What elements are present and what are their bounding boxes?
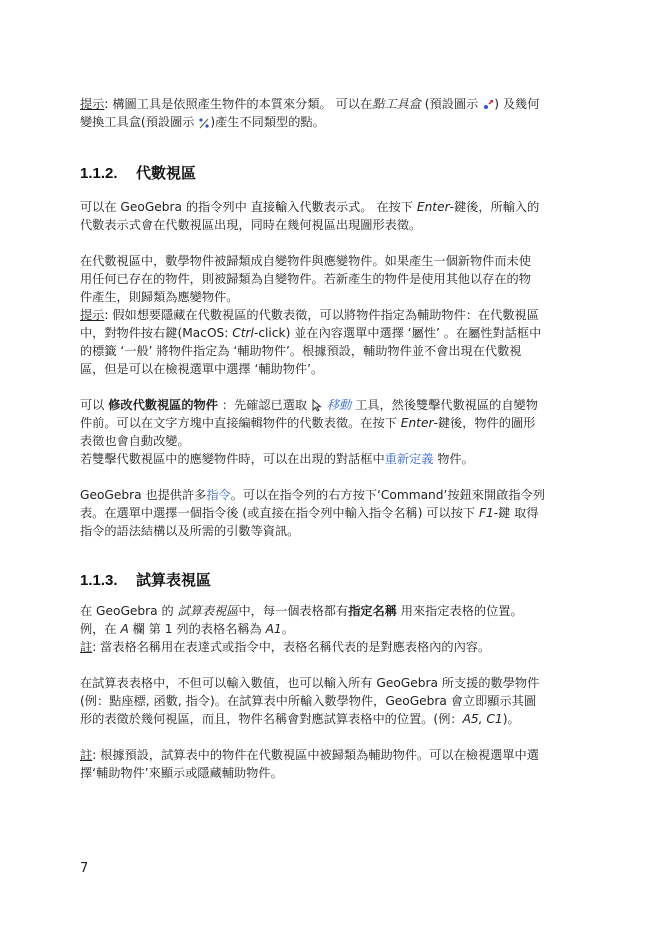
move-tool-icon [311, 399, 323, 412]
note-label: 註 [80, 640, 93, 654]
direct-input-term: 直接輸入代數表示式 [250, 200, 361, 214]
tip-label: 提示 [80, 308, 105, 322]
note-label: 註 [80, 748, 93, 762]
cell-name-term: 指定名稱 [348, 604, 397, 618]
section-heading-spreadsheet-view: 1.1.3. 試算表視區 [80, 572, 212, 589]
point-tool-icon [482, 99, 494, 111]
tip-label: 提示 [80, 97, 105, 111]
commands-link[interactable]: 指令 [206, 488, 231, 502]
move-tool-link[interactable]: 移動 [326, 398, 352, 412]
algebra-paragraph-objects: 在代數視區中，數學物件被歸類成自變物件與應變物件。如果產生一個新物件而未使 用任何已存在的物件，則被歸類為自變物件。若新產生的物件是使用其他以存在的物 件產生，則歸類為應變物件。 提示: 假如想要隱藏在代數視區的代數表徵，可以將物件指定為輔助物件：在代數視區 中，對物件按右鍵(MacOS: Ctrl-click) 並在內容選單中選擇 ‘屬性’ 。在屬性對話框中 的標籤 ‘一般’ 將物件指定為 ‘輔助物件’。根據預設，輔助物件並不會出現在代數視 區，但是可以在檢視選單中選擇 ‘輔助物件’。 [80, 254, 542, 376]
point-toolbox-term: 點工具盒 [372, 97, 421, 111]
transform-tool-icon [198, 117, 210, 129]
section-heading-algebra-view: 1.1.2. 代數視區 [80, 165, 197, 182]
algebra-paragraph-modify: 可以 修改代數視區的物件 ：先確認已選取 移動 工具，然後雙擊代數視區的自變物 件前。可以在文字方塊中直接編輯物件的代數表徵。在按下 Enter-鍵後，物件的圖形 表徵也會自動改變。 若雙擊代數視區中的應變物件時，可以在出現的對話框中重新定義 物件。 [80, 398, 538, 466]
intro-tip: 提示: 構圖工具是依照產生物件的本質來分類。 可以在點工具盒 (預設圖示 ) 及幾何 變換工具盒(預設圖示 )產生不同類型的點。 [80, 97, 540, 129]
document-body [80, 95, 585, 782]
spreadsheet-paragraph-input: 在試算表表格中，不但可以輸入數值，也可以輸入所有 GeoGebra 所支援的數學物件 (例：點座標, 函數, 指令)。在試算表中所輸入數學物件，GeoGebra 會立即顯示其圖 形的表徵於幾何視區，而且，物件名稱會對應試算表格中的位置。(例：A5, C1)。 [80, 676, 540, 726]
algebra-paragraph-commands: GeoGebra 也提供許多指令。可以在指令列的右方按下‘Command’按鈕來開啟指令列 表。在選單中選擇一個指令後 (或直接在指令列中輸入指令名稱) 可以按下 F1-鍵 取得 指令的語法結構以及所需的引數等資訊。 [80, 488, 545, 538]
spreadsheet-paragraph-auxiliary: 註: 根據預設，試算表中的物件在代數視區中被歸類為輔助物件。可以在檢視選單中選 擇‘輔助物件’來顯示或隱藏輔助物件。 [80, 748, 539, 780]
page-number: 7 [80, 861, 89, 876]
redefine-link[interactable]: 重新定義 [384, 452, 434, 466]
modify-objects-term: 修改代數視區的物件 [108, 398, 218, 412]
spreadsheet-paragraph-names: 在 GeoGebra 的 試算表視區中，每一個表格都有指定名稱 用來指定表格的位置。 例，在 A 欄 第 1 列的表格名稱為 A1。 註: 當表格名稱用在表達式或指令中，表格名稱代表的是對應表格內的內容。 [80, 604, 523, 654]
algebra-paragraph-input: 可以在 GeoGebra 的指令列中 直接輸入代數表示式。 在按下 Enter-鍵後，所輸入的 代數表示式會在代數視區出現，同時在幾何視區出現圖形表徵。 [80, 200, 540, 232]
